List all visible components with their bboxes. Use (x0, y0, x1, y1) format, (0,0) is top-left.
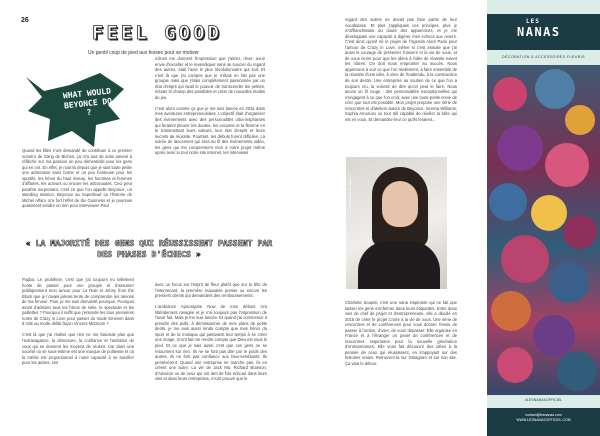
column-2-bottom: avec un focus sur l'esprit de fleur plutôt que sur la tête de l'intervenant, la première mauvaise presse ou encore les premiers clients qui demandent des remboursements. L'ambiance Apocalypse Now de mes débuts m'a littéralement ravagée et je n'ai toujours pas l'impression de l'avoir fait. Mais je me suis lancée. Et quand j'ai commencé à prendre des pulls, à démissionner de mes plans de petits dents, je me suis aussi rendu compte que mes héros du sport et de la musique qui passaient leur temps à se créer une image, m'ont fait me rendre compte que Dieu est sous le pied. Et ce que je sais aussi c'est que ces gens ne se retournent sur rien. Ils ne se font pas dire par le poids des autres, ils ne font pas confiance aux faux-semblants. Ils persévèrent. Quand une entreprise ne marche pas, ils en créent une autre. La vie de Jack Ma, Richard Branson, d'Amazon ou de ceux qui ont tant de fois échoué dans leurs vies et dans leurs entreprises, m'ont prouvé que le (155, 282, 267, 382)
ad-hashtag: #LESNANASOFFICIEL (524, 398, 563, 402)
badge-text: WHAT WOULD BEYONCE DO ? (62, 86, 113, 118)
ad-contact (487, 413, 600, 423)
photo-caption: Charlotte Scapini (348, 175, 352, 211)
pull-quote: « LA MAJORITÉ DES GENS QUI RÉUSSISSENT PASSENT PAR DES PHASES D'ÉCHECS » (25, 238, 273, 259)
column-3-bottom: Charlotte Scapini, c'est une nana inspirante qui ne fait que laisser les gens s'enfermer dans leurs étiquettes. Entre deux vies de chef de projet et d'entrepreneuse, elle a décidé en 2015 de créer le projet Croire à la vie de vous. Une série de rencontres et de conférences pour vous donner l'envie de passer à l'action, d'oser, de vous dépasser. Elle organise en France et à l'étranger un panel de conférences et de rencontres inspirantes pour la nouvelle génération d'entrepreneurs. Elle vous fait découvrir des idées à la pensée de ceux qui réussissent, en s'appuyant sur des histoires vraies. Retrouvez-la sur Instagram et sur son site. Ça vaut le détour. (345, 300, 457, 367)
flowers-photo (487, 65, 600, 395)
ad-logo-main: NANAS (517, 25, 561, 39)
page-subtitle: Un gentil coup de pied aux fesses pour se motiver (88, 50, 199, 56)
ad-tagline: DÉCORATION & ACCESSOIRES FLEURIS (502, 55, 585, 59)
page-title: FEEL GOOD (92, 22, 222, 44)
ad-logo-small: LES (526, 18, 540, 25)
portrait-photo (346, 157, 447, 289)
column-2-top: icônes me donnent l'impression que j'aimer, rêver, avoir envie d'exceller et le revendiquer sans se soucier du regard des autres, était l'acte le plus révolutionnaire qui soit. Et c'est là que j'ai compris que je n'étais en fait pas une groupie mais que j'étais complètement passionnée par un état d'esprit qui avait le pouvoir de transcender les petites, éclater le champ des possibles et créer de nouvelles étoiles du jeu. C'est alors comme ça que je me suis lancée en 2015 dans mes aventures entrepreneuriales. L'objectif était d'organiser des événements avec des personnalités ultra-inspirantes qui feraient pleurer les doutes, les excuses et la flemme en te transmettant leurs valeurs, leur état d'esprit et leurs secrets de réussite. Pourtant, les débuts furent difficiles. La soirée de lancement qui sera au fil des événements vidéo, les gens qui me comprennent mon à notre projet même après avoir lu tout notre site internet, les interviews (155, 56, 265, 156)
column-1-top: Quand les filles n'ont demandé de contribuer à ce premier numéro de Gang de Biches, ça m'a tout de suite amené à réfléchir sur ma passion un peu démentielle pour les gens qui en ont. En effet, je nourris depuis que je suis toute petite une admiration sans borne et un peu honteuse pour les sportifs, les héros du haut niveau, les hommes et femmes d'affaires, les acteurs ou encore les astronautes. Ceci peut paraître surprenant, c'est ce que l'on appelle Beyonce, un standing mission, Beyonce au Superbowl ou l'histoire de Michel Alfaro m'a fort l'effet de dix Guinness et je poursuis quasiment vendre un rien pour interviewer Paul (22, 148, 132, 209)
portrait-clothing (358, 241, 440, 289)
ad-website: WWW.LESNANASOFFICIEL.COM (516, 418, 571, 422)
column-3-top: regard des autres ne devait pas faire partie de leur vocabulaire. Et plus j'appliquais ces principes, plus je m'affranchissais du doute des apparences, et je me développais une capacité à digérer mes échecs aux revers. C'est ainsi qu'est né le projet de l'Agenda Alors Paris pour l'amour de Crazy in Love, même si c'est ensuite que j'ai aussi le courage de présenter l'univers et la vie de vous, et de vous écrire pour que les idées à l'idée de réussite soient les nôtres. On doit nous emprunter au succès. Nous apprenons à voir ce que l'on réellement, à faire ensemble de la réussite d'une idée, à vivre de l'inattendu, à la construction de son destin. Une entreprise au soutien de ce que l'on a toujours cru, la volonté de dire qu'on peut le faire. Nous avons un fil rouge : des personnalités exceptionnelles qui s'engagent à ce que l'on croit, avec une toute petite envie de crier que tout est possible. Mon projet propose une série de rencontres et d'ateliers autour de Beyonce, Serena Williams, Sophia Amoruso ou tout Sill capable de révéler la bête qui est en vous. Et demandez-leur ce qu'ils feraient... (345, 17, 457, 122)
portrait-face (382, 181, 418, 227)
page-number: 26 (21, 17, 29, 24)
beyonce-badge (22, 71, 128, 151)
column-1-bottom: Pogba. Le problème, c'est que j'ai toujours eu tellement honte de passer pour une groupie et d'assumer publiquement mon amour pour La Rule et Jenny from the Block que je n'avais jamais tenté de comprendre les raisons de ma ferveur. Puis, je me suis demandé pourquoi. Pourquoi avant d'admirer tous les héros de sièle, le spectacle et les paillettes ? Pourquoi il suffit que j'entende les tous premières notes de Crazy in Love pour passer du mode Eminem dans 8 mile au mode délité façon Vincent McDoom ? C'est là que j'ai réalisé que rien ne me fascinait plus que l'extravagance, la démesure, la confiance et l'ambition de ceux qui se donnent les moyens de réussir. Car dans une société où se sous-estime est une marque de politesse et où la mérite est proportionnel à notre capacité à se sacrifier pour les autres, ces (22, 277, 134, 366)
ad-email: contact@lesnanas.com (525, 413, 562, 417)
